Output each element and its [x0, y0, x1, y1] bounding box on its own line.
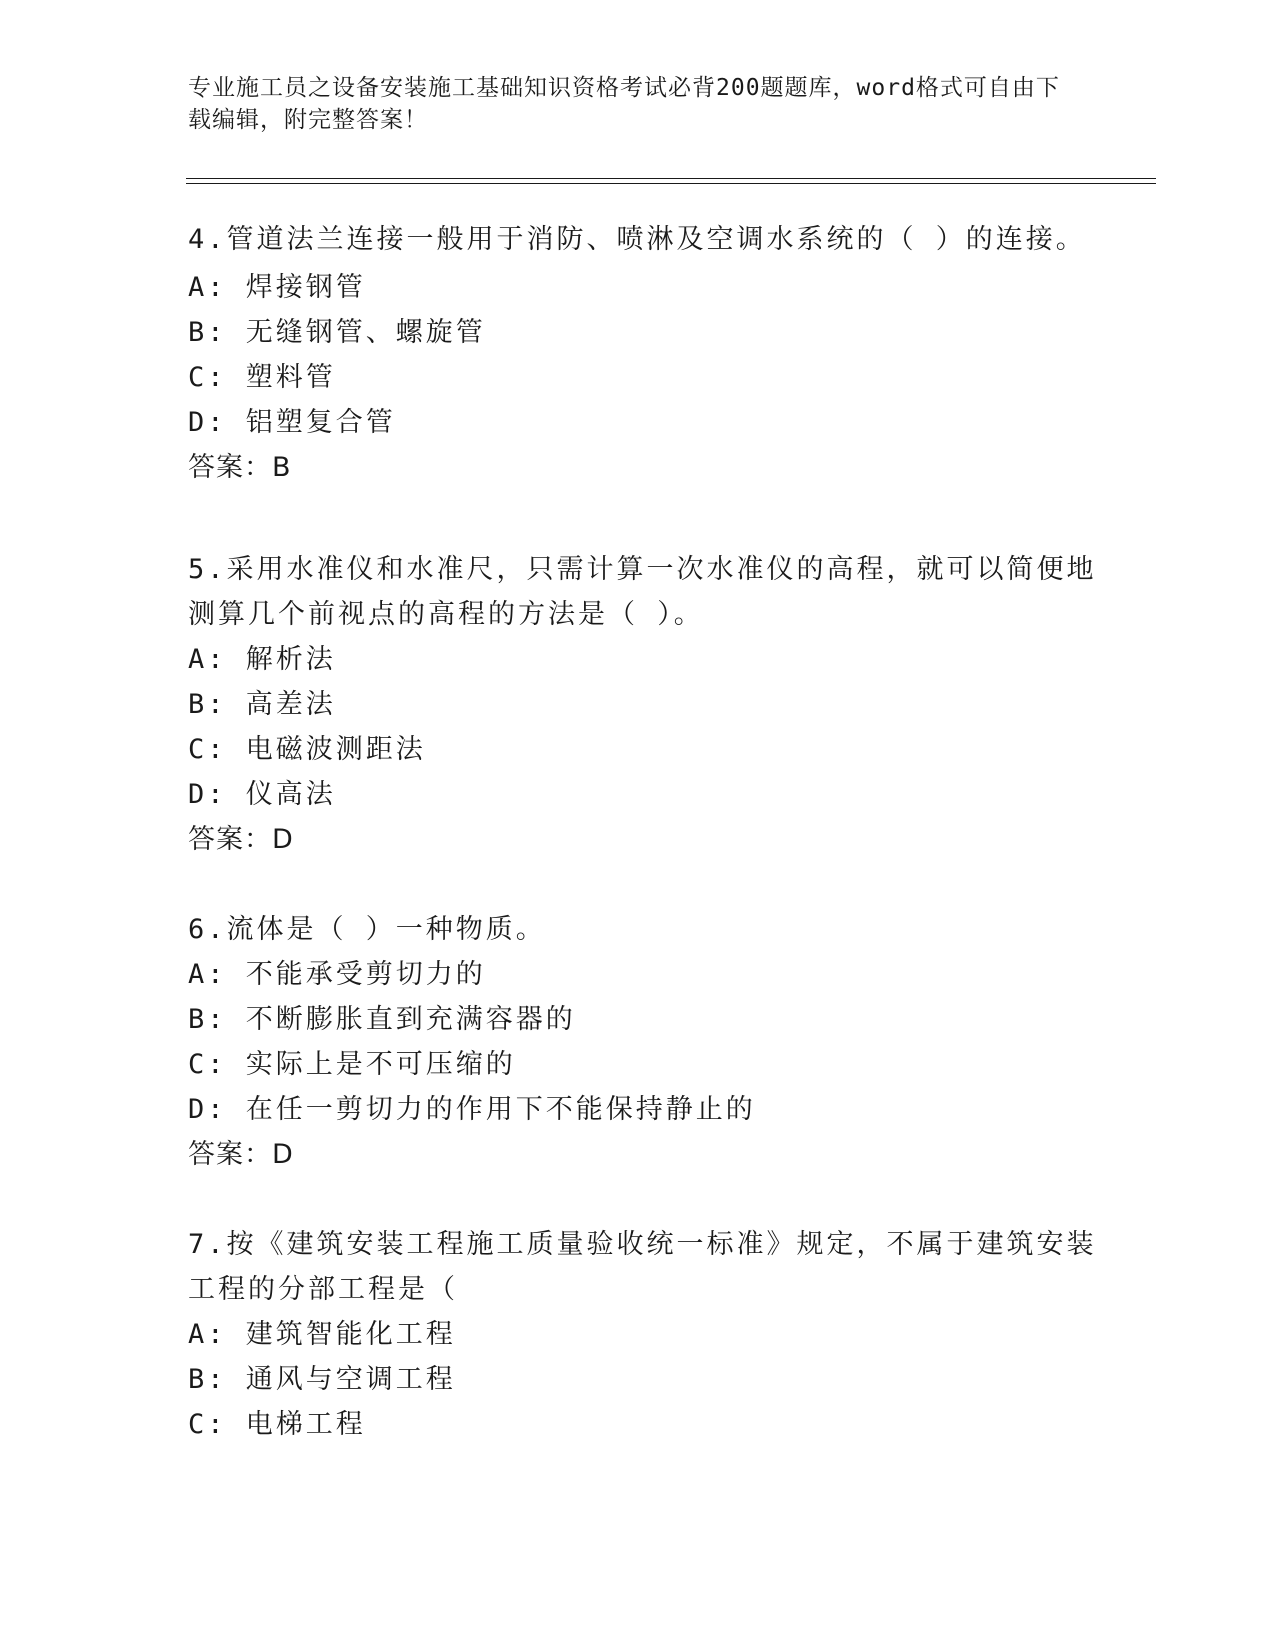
question-5-stem-line-2: 测算几个前视点的高程的方法是（ ）。: [188, 599, 704, 630]
question-7-stem-line-1: 7.按《建筑安装工程施工质量验收统一标准》规定，不属于建筑安装: [188, 1229, 1097, 1260]
question-4-option-d: D: 铝塑复合管: [188, 407, 396, 438]
question-5-option-c: C: 电磁波测距法: [188, 734, 426, 765]
question-6-option-c: C: 实际上是不可压缩的: [188, 1049, 516, 1080]
question-7-stem-line-2: 工程的分部工程是（: [188, 1274, 458, 1305]
question-5-option-d: D: 仪高法: [188, 779, 336, 810]
question-6-option-a: A: 不能承受剪切力的: [188, 959, 486, 990]
question-4-answer: 答案：B: [188, 452, 292, 483]
question-4-option-a: A: 焊接钢管: [188, 272, 366, 303]
question-6-answer: 答案：D: [188, 1139, 294, 1170]
question-7-option-b: B: 通风与空调工程: [188, 1364, 456, 1395]
question-7-option-c: C: 电梯工程: [188, 1409, 366, 1440]
question-6-stem: 6.流体是（ ）一种物质。: [188, 914, 546, 945]
question-4-option-b: B: 无缝钢管、螺旋管: [188, 317, 486, 348]
question-5-option-b: B: 高差法: [188, 689, 336, 720]
header-divider-top: [186, 178, 1156, 179]
question-5-option-a: A: 解析法: [188, 644, 336, 675]
question-6-option-b: B: 不断膨胀直到充满容器的: [188, 1004, 576, 1035]
header-divider-bottom: [186, 183, 1156, 184]
question-7-option-a: A: 建筑智能化工程: [188, 1319, 456, 1350]
question-4-option-c: C: 塑料管: [188, 362, 336, 393]
document-header: 专业施工员之设备安装施工基础知识资格考试必背200题题库，word格式可自由下载编辑，附完整答案！: [188, 75, 1060, 133]
question-5-stem-line-1: 5.采用水准仪和水准尺，只需计算一次水准仪的高程，就可以简便地: [188, 554, 1097, 585]
question-6-option-d: D: 在任一剪切力的作用下不能保持静止的: [188, 1094, 756, 1125]
question-4-stem: 4.管道法兰连接一般用于消防、喷淋及空调水系统的（ ）的连接。: [188, 224, 1086, 255]
question-5-answer: 答案：D: [188, 824, 294, 855]
